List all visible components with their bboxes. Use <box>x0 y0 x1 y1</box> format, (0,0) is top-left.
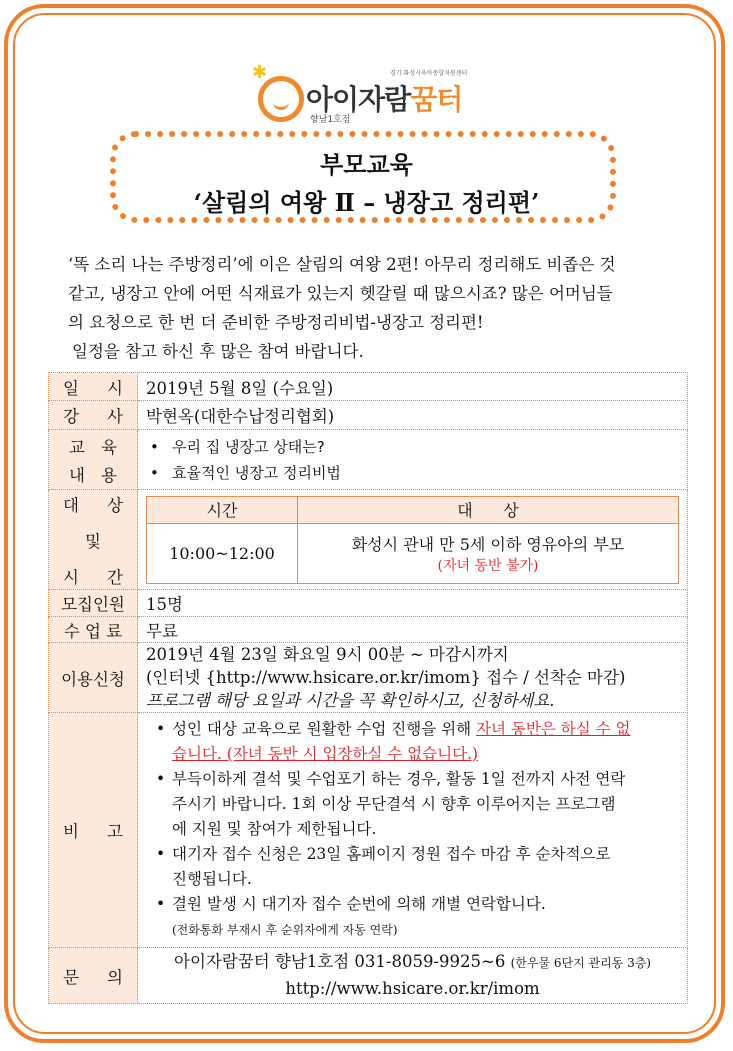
title-line-1: 부모교육 <box>320 150 413 179</box>
note-item: • 결원 발생 시 대기자 접수 순번에 의해 개별 연락합니다. (전화통화 부재시 후 순위자에게 자동 연락) <box>148 892 675 943</box>
table-row <box>49 490 688 590</box>
table-row <box>49 401 688 430</box>
schedule-table <box>146 496 679 584</box>
table-row <box>49 643 688 713</box>
table-row <box>49 430 688 490</box>
content-label: 교 육 내 용 <box>49 430 138 490</box>
table-row <box>49 590 688 617</box>
schedule-cell <box>138 490 688 590</box>
intro-line: 같고, 냉장고 안에 어떤 식재료가 있는지 헷갈릴 때 많으시죠? 많은 어머님들 <box>68 284 613 303</box>
table-row <box>49 373 688 401</box>
schedule-header-target: 대 상 <box>298 496 679 523</box>
content-value <box>138 430 688 490</box>
notes-label: 비 고 <box>49 713 138 948</box>
target-label: 대 상 및 시 간 <box>49 490 138 590</box>
note-item: • 대기자 접수 신청은 23일 홈페이지 정원 접수 마감 후 순차적으로 진행됩니다. <box>148 842 675 892</box>
star-icon: ✱ <box>252 62 268 83</box>
logo <box>250 62 490 130</box>
note-item: • 성인 대상 교육으로 원활한 수업 진행을 위해 자녀 동반은 하실 수 없 습니다. (자녀 동반 시 입장하실 수 없습니다.) <box>148 717 675 767</box>
list-item: • 우리 집 냉장고 상태는? <box>146 434 679 460</box>
schedule-note: (자녀 동반 불가) <box>437 557 539 574</box>
fee-label: 수 업 료 <box>49 617 138 643</box>
logo-title: 아이자람꿈터 <box>306 83 463 116</box>
recruit-label: 모집인원 <box>49 590 138 617</box>
logo-org: 경기 화성시육아종합지원센터 <box>390 70 468 77</box>
note-item: • 부득이하게 결석 및 수업포기 하는 경우, 활동 1일 전까지 사전 연락 주시기 바랍니다. 1회 이상 무단결석 시 향후 이루어지는 프로그램 에 지원 및 참여가 제한됩니다. <box>148 767 675 842</box>
title-line-2: ‘살림의 여왕 Ⅱ – 냉장고 정리편’ <box>193 188 540 217</box>
schedule-target: 화성시 관내 만 5세 이하 영유아의 부모 (자녀 동반 불가) <box>298 523 679 583</box>
contact-value: 아이자람꿈터 향남1호점 031-8059-9925~6 (한우물 6단지 관리동 3층) http://www.hsicare.or.kr/imom <box>138 948 688 1004</box>
contact-url: http://www.hsicare.or.kr/imom <box>285 979 540 998</box>
schedule-time: 10:00~12:00 <box>147 523 298 583</box>
table-row <box>49 948 688 1004</box>
intro-text <box>68 250 672 366</box>
lecturer-value: 박현옥(대한수납정리협회) <box>138 401 688 430</box>
intro-line: 일정을 참고 하신 후 많은 참여 바랍니다. <box>72 342 364 361</box>
table-row <box>49 617 688 643</box>
contact-label: 문 의 <box>49 948 138 1004</box>
recruit-value: 15명 <box>138 590 688 617</box>
date-value: 2019년 5월 8일 (수요일) <box>138 373 688 401</box>
table-row <box>49 713 688 948</box>
logo-branch: 향남1호점 <box>310 115 351 125</box>
intro-line: 의 요청으로 한 번 더 준비한 주방정리비법-냉장고 정리편! <box>68 313 484 332</box>
smile-face-icon <box>258 76 304 122</box>
lecturer-label: 강 사 <box>49 401 138 430</box>
list-item: • 효율적인 냉장고 정리비법 <box>146 460 679 486</box>
notes-value <box>138 713 688 948</box>
info-table <box>48 372 688 1004</box>
fee-value: 무료 <box>138 617 688 643</box>
apply-value: 2019년 4월 23일 화요일 9시 00분 ~ 마감시까지 (인터넷 {http://www.hsicare.or.kr/imom} 접수 / 선착순 마감) 프로그램 해당 요일과 시간을 꼭 확인하시고, 신청하세요. <box>138 643 688 713</box>
apply-label: 이용신청 <box>49 643 138 713</box>
date-label: 일 시 <box>49 373 138 401</box>
intro-line: ‘똑 소리 나는 주방정리’에 이은 살림의 여왕 2편! 아무리 정리해도 비좁은 것 <box>68 255 616 274</box>
schedule-header-time: 시간 <box>147 496 298 523</box>
